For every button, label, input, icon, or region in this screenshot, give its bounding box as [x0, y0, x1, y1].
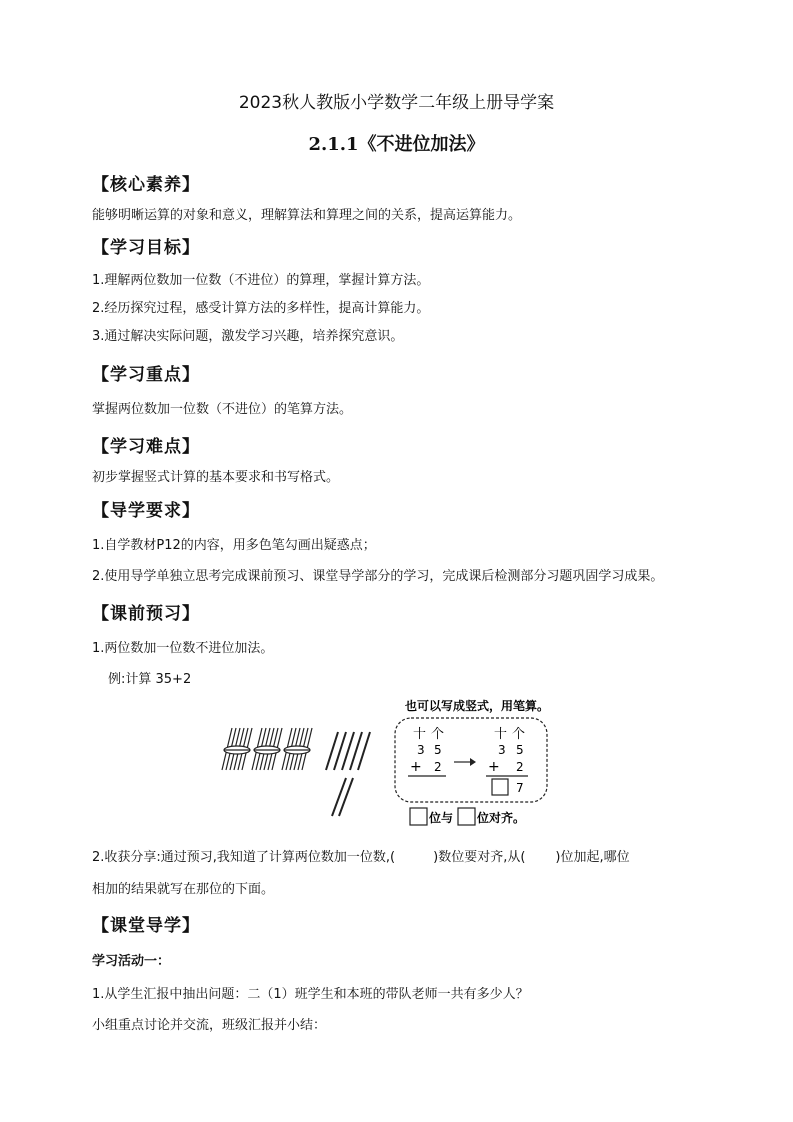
document-title: 2023秋人教版小学数学二年级上册导学案 [238, 93, 555, 113]
requirement-item-1: 1.自学教材P12的内容，用多色笔勾画出疑惑点； [92, 538, 376, 553]
heading-learning-focus: 【学习重点】 [92, 365, 200, 385]
example-label: 例:计算 35+2 [108, 672, 192, 687]
activity-label: 学习活动一： [92, 954, 171, 969]
left-top-tens: 3 [417, 743, 425, 757]
difficulty-text: 初步掌握竖式计算的基本要求和书写格式。 [92, 470, 340, 485]
share-text-c: )位加起,哪位 [555, 850, 630, 865]
classroom-item-2: 小组重点讨论并交流，班级汇报并小结： [92, 1018, 327, 1033]
heading-requirements: 【导学要求】 [92, 501, 200, 521]
preview-item-1: 1.两位数加一位数不进位加法。 [92, 641, 274, 656]
goal-item-3: 3.通过解决实际问题，激发学习兴趣，培养探究意识。 [92, 329, 404, 344]
figure-caption: 也可以写成竖式，用笔算。 [405, 699, 550, 713]
tens-column-label: 十 [413, 727, 427, 742]
blank-box-2[interactable] [458, 808, 475, 825]
left-addend-ones: 2 [434, 760, 442, 774]
goal-item-1: 1.理解两位数加一位数（不进位）的算理，掌握计算方法。 [92, 273, 430, 288]
stick-bundles-illustration [222, 728, 312, 770]
answer-box-tens[interactable] [492, 779, 508, 795]
focus-text: 掌握两位数加一位数（不进位）的笔算方法。 [92, 402, 353, 417]
heading-learning-goals: 【学习目标】 [92, 238, 200, 258]
vertical-form-left [408, 726, 446, 776]
heading-classroom: 【课堂导学】 [92, 916, 200, 936]
classroom-item-1: 1.从学生汇报中抽出问题：二（1）班学生和本班的带队老师一共有多少人？ [92, 987, 529, 1002]
result-ones: 7 [516, 781, 524, 795]
goal-item-2: 2.经历探究过程，感受计算方法的多样性，提高计算能力。 [92, 301, 430, 316]
heading-learning-difficulty: 【学习难点】 [92, 437, 200, 457]
align-text-end: 位对齐。 [477, 811, 526, 825]
heading-preview: 【课前预习】 [92, 604, 200, 624]
core-literacy-text: 能够明晰运算的对象和意义，理解算法和算理之间的关系，提高运算能力。 [92, 208, 522, 223]
vertical-addition-figure [220, 690, 570, 835]
arrow-icon [454, 758, 476, 766]
preview-item-2-line2: 相加的结果就写在那位的下面。 [92, 882, 275, 897]
align-text-mid: 位与 [429, 811, 454, 825]
right-top-tens: 3 [498, 743, 506, 757]
blank-box-1[interactable] [410, 808, 427, 825]
right-top-ones: 5 [516, 743, 524, 757]
lesson-title: 2.1.1《不进位加法》 [308, 134, 485, 155]
vertical-form-right [486, 726, 528, 795]
loose-sticks-illustration [326, 732, 370, 816]
preview-item-2-line1 [92, 846, 630, 865]
requirement-item-2: 2.使用导学单独立思考完成课前预习、课堂导学部分的学习，完成课后检测部分习题巩固学习成果。 [92, 569, 664, 584]
right-plus-sign: + [488, 759, 500, 775]
share-text-a: 2.收获分享:通过预习,我知道了计算两位数加一位数,( [92, 850, 396, 865]
tens-column-label-right: 十 [494, 727, 508, 742]
ones-column-label-right: 个 [512, 727, 526, 742]
left-plus-sign: + [410, 759, 422, 775]
right-addend-ones: 2 [516, 760, 524, 774]
share-text-b: )数位要对齐,从( [433, 850, 526, 865]
left-top-ones: 5 [434, 743, 442, 757]
ones-column-label: 个 [431, 727, 445, 742]
heading-core-literacy: 【核心素养】 [92, 175, 200, 195]
